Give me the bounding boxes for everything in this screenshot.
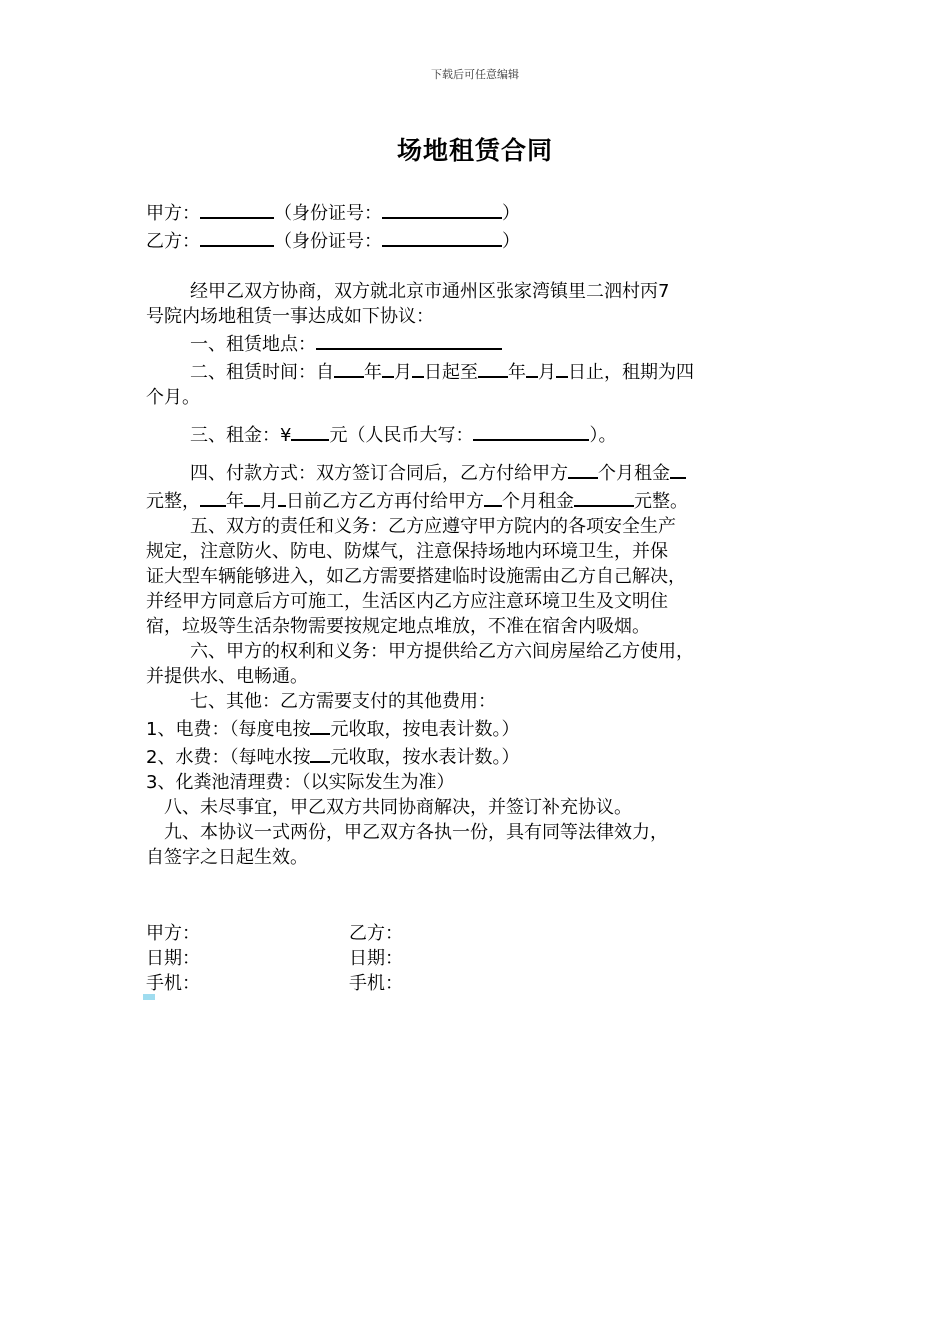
party-a-signature-label: 甲方： xyxy=(146,923,200,944)
location-blank[interactable] xyxy=(316,329,502,350)
first-payment-amount-blank[interactable] xyxy=(670,458,686,479)
party-b-name-blank[interactable] xyxy=(200,226,274,247)
intro-line-2: 号院内场地租赁一事达成如下协议： xyxy=(146,306,434,327)
second-payment-months-blank[interactable] xyxy=(484,486,502,507)
clause-1: 一、租赁地点： xyxy=(146,329,810,357)
clause-5-line-1: 五、双方的责任和义务：乙方应遵守甲方院内的各项安全生产 xyxy=(190,516,676,537)
clause-7-heading: 七、其他：乙方需要支付的其他费用： xyxy=(190,691,496,712)
text-cursor-highlight xyxy=(143,994,155,1000)
start-year-blank[interactable] xyxy=(334,357,364,378)
signature-party-row xyxy=(146,921,403,946)
clause-9-line-1: 九、本协议一式两份，甲乙双方各执一份，具有同等法律效力， xyxy=(164,822,668,843)
document-title: 场地租赁合同 xyxy=(396,136,553,165)
party-a-line: 甲方： （身份证号： ） xyxy=(146,198,810,226)
clause-5-line-5: 宿，垃圾等生活杂物需要按规定地点堆放，不准在宿舍内吸烟。 xyxy=(146,616,650,637)
first-payment-months-blank[interactable] xyxy=(568,458,598,479)
clause-5-line-4: 并经甲方同意后方可施工，生活区内乙方应注意环境卫生及文明住 xyxy=(146,591,668,612)
electricity-rate-blank[interactable] xyxy=(310,714,330,735)
end-year-blank[interactable] xyxy=(478,357,508,378)
clause-8: 八、未尽事宜，甲乙双方共同协商解决，并签订补充协议。 xyxy=(164,797,632,818)
second-payment-year-blank[interactable] xyxy=(200,486,226,507)
clause-4-line-1: 四、付款方式：双方签订合同后，乙方付给甲方 个月租金 xyxy=(146,458,810,486)
contract-body xyxy=(146,198,810,870)
clause-2-line-2: 个月。 xyxy=(146,387,200,408)
end-day-blank[interactable] xyxy=(556,357,568,378)
clause-6-line-1: 六、甲方的权利和义务：甲方提供给乙方六间房屋给乙方使用， xyxy=(190,641,694,662)
party-a-phone-label: 手机： xyxy=(146,973,200,994)
clause-7-item-3: 3、化粪池清理费：（以实际发生为准） xyxy=(146,772,455,793)
clause-6-line-2: 并提供水、电畅通。 xyxy=(146,666,308,687)
rent-words-blank[interactable] xyxy=(473,420,589,441)
end-month-blank[interactable] xyxy=(526,357,538,378)
start-day-blank[interactable] xyxy=(412,357,424,378)
water-rate-blank[interactable] xyxy=(310,742,330,763)
party-b-date-label: 日期： xyxy=(349,948,403,969)
clause-7-item-1: 1、电费：（每度电按 元收取，按电表计数。） xyxy=(146,714,810,742)
rent-amount-blank[interactable] xyxy=(291,420,329,441)
header-note: 下载后可任意编辑 xyxy=(431,68,519,81)
party-a-name-blank[interactable] xyxy=(200,198,274,219)
clause-9-line-2: 自签字之日起生效。 xyxy=(146,847,308,868)
party-b-id-blank[interactable] xyxy=(382,226,502,247)
clause-4-line-2: 元整， 年 月 日前乙方乙方再付给甲方 个月租金 元整。 xyxy=(146,486,810,514)
clause-7-item-2: 2、水费：（每吨水按 元收取，按水表计数。） xyxy=(146,742,810,770)
second-payment-month-blank[interactable] xyxy=(244,486,260,507)
signature-block xyxy=(146,921,403,996)
party-b-line: 乙方： （身份证号： ） xyxy=(146,226,810,254)
start-month-blank[interactable] xyxy=(382,357,394,378)
second-payment-amount-blank[interactable] xyxy=(574,486,634,507)
party-a-id-blank[interactable] xyxy=(382,198,502,219)
signature-phone-row xyxy=(146,971,403,996)
party-b-signature-label: 乙方： xyxy=(349,923,403,944)
party-b-phone-label: 手机： xyxy=(349,973,403,994)
clause-2-line-1: 二、租赁时间：自 年 月 日起至 年 月 日止，租期为四 xyxy=(146,357,810,385)
clause-3: 三、租金：¥ 元（人民币大写： ）。 xyxy=(146,420,810,448)
clause-5-line-3: 证大型车辆能够进入，如乙方需要搭建临时设施需由乙方自己解决， xyxy=(146,566,686,587)
signature-date-row xyxy=(146,946,403,971)
party-a-date-label: 日期： xyxy=(146,948,200,969)
intro-line-1: 经甲乙双方协商，双方就北京市通州区张家湾镇里二泗村丙7 xyxy=(190,281,670,302)
second-payment-day-blank[interactable] xyxy=(278,486,286,507)
clause-5-line-2: 规定，注意防火、防电、防煤气，注意保持场地内环境卫生，并保 xyxy=(146,541,668,562)
